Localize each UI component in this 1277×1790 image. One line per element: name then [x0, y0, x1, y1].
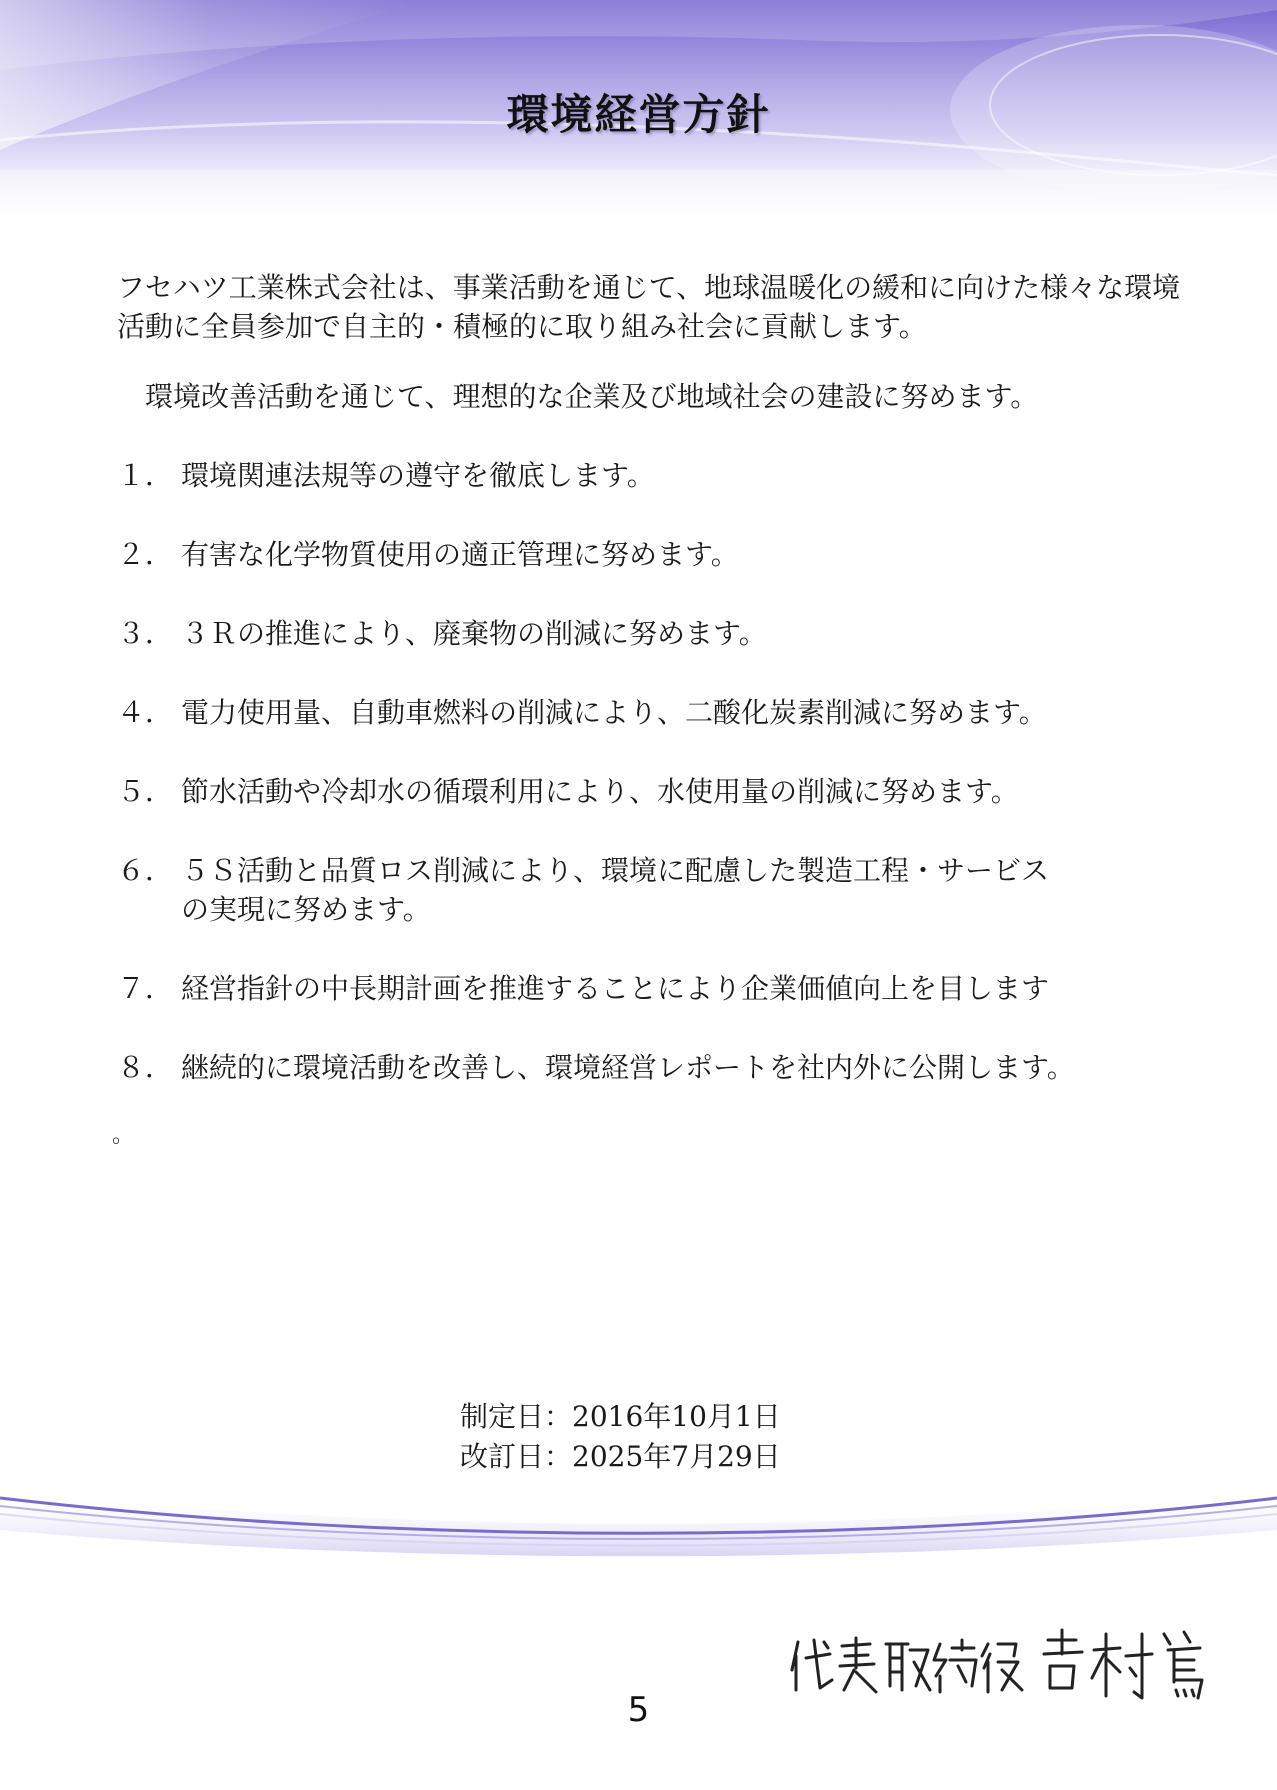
policy-number: ７．	[117, 972, 174, 1005]
policy-item-1	[117, 456, 1202, 495]
policy-text: 継続的に環境活動を改善し、環境経営レポートを社内外に公開します。	[181, 1051, 1075, 1084]
policy-item-4	[117, 693, 1202, 732]
policy-text: 環境関連法規等の遵守を徹底します。	[181, 459, 655, 492]
policy-item-3	[117, 614, 1202, 653]
revised-date: 改訂日：2025年7月29日	[460, 1440, 781, 1473]
policy-number: ８．	[117, 1051, 174, 1084]
date-block	[460, 1397, 860, 1477]
policy-text: 節水活動や冷却水の循環利用により、水使用量の削減に努めます。	[181, 775, 1019, 808]
intro-paragraph: フセハツ工業株式会社は、事業活動を通じて、地球温暖化の緩和に向けた様々な環境活動に全員参加で自主的・積極的に取り組み社会に貢献します。	[117, 271, 1181, 343]
policy-number: １．	[117, 459, 174, 492]
stray-punctuation: 。	[112, 1123, 135, 1148]
policy-text: ５Ｓ活動と品質ロス削減により、環境に配慮した製造工程・サービスの実現に努めます。	[181, 854, 1050, 926]
policy-number: ４．	[117, 696, 174, 729]
policy-number: ２．	[117, 538, 174, 571]
page-number: 5	[627, 1690, 650, 1730]
policy-item-6	[117, 851, 1202, 929]
established-date: 制定日：2016年10月1日	[460, 1400, 781, 1433]
policy-text: 有害な化学物質使用の適正管理に努めます。	[181, 538, 739, 571]
policy-item-7	[117, 969, 1202, 1008]
policy-number: ５．	[117, 775, 174, 808]
footer-wave-decoration	[0, 1470, 1277, 1560]
page-title: 環境経営方針	[506, 90, 771, 139]
policy-text: 経営指針の中長期計画を推進することにより企業価値向上を目します	[181, 972, 1050, 1005]
policy-number: ３．	[117, 617, 174, 650]
policy-statement: 環境改善活動を通じて、理想的な企業及び地域社会の建設に努めます。	[145, 380, 1039, 413]
policy-text: ３Ｒの推進により、廃棄物の削減に努めます。	[181, 617, 767, 650]
policy-item-8	[117, 1048, 1202, 1087]
policy-item-5	[117, 772, 1202, 811]
policy-list	[117, 456, 1202, 1087]
policy-body	[117, 268, 1202, 1127]
policy-item-2	[117, 535, 1202, 574]
policy-number: ６．	[117, 854, 174, 887]
policy-text: 電力使用量、自動車燃料の削減により、二酸化炭素削減に努めます。	[181, 696, 1047, 729]
